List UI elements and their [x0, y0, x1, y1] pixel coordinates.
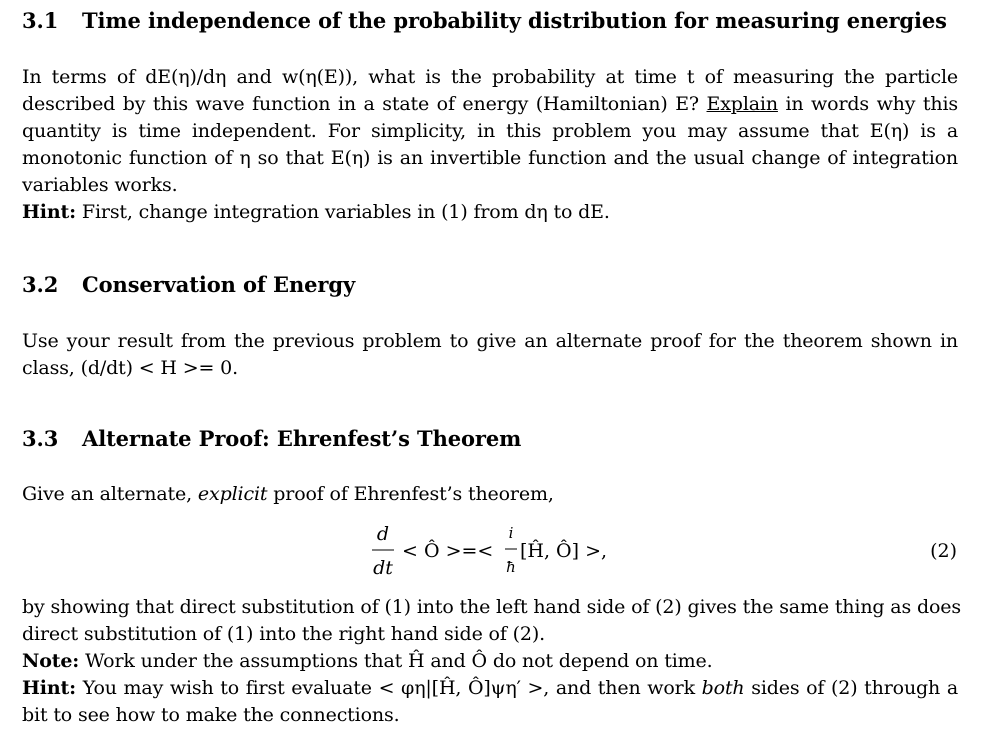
paragraph-line: variables works. [22, 174, 178, 196]
hint-label: Hint: [22, 677, 77, 699]
section-number: 3.3 [22, 426, 59, 451]
hint-emphasis: both [701, 677, 745, 699]
hint-text: First, change integration variables in (1) from dη to dE. [81, 201, 610, 223]
paragraph-line: In terms of dE(η)/dη and w(η(E)), what is the probability at time t of measuring the particle [22, 66, 958, 88]
intro-text: Give an alternate, [22, 483, 193, 505]
hint-line [22, 675, 958, 702]
intro-emphasis: explicit [197, 483, 268, 505]
note-text: Work under the assumptions that Ĥ and Ô do not depend on time. [85, 650, 713, 672]
rhs-denominator: ħ [506, 558, 516, 576]
intro-text: proof of Ehrenfest’s theorem, [273, 483, 554, 505]
hint-text: You may wish to first evaluate < φη|[Ĥ, Ô]ψη′ >, and then work [82, 677, 695, 699]
section-title: Alternate Proof: Ehrenfest’s Theorem [82, 426, 522, 451]
lhs-denominator: dt [373, 557, 393, 579]
section-number: 3.1 [22, 8, 59, 33]
paragraph-line: bit to see how to make the connections. [22, 704, 400, 726]
hint-text: sides of (2) through a [751, 677, 959, 699]
lhs-expression: < Ô >=< [402, 540, 494, 562]
hint-label: Hint: [22, 201, 77, 223]
paragraph-line: direct substitution of (1) into the right hand side of (2). [22, 623, 545, 645]
paragraph-line: quantity is time independent. For simplicity, in this problem you may assume that E(η) is a [22, 120, 958, 142]
lhs-numerator: d [376, 523, 390, 545]
paragraph-line: Use your result from the previous problem to give an alternate proof for the theorem shown in [22, 330, 958, 352]
equation-label: (2) [930, 540, 957, 562]
note-line [22, 648, 958, 675]
rhs-expression: [Ĥ, Ô] >, [520, 540, 608, 562]
note-label: Note: [22, 650, 80, 672]
paragraph-line: class, (d/dt) < H >= 0. [22, 357, 238, 379]
section-number: 3.2 [22, 272, 59, 297]
paragraph-line: by showing that direct substitution of (1) into the left hand side of (2) gives the same thing as does [22, 596, 961, 618]
paragraph-line: described by this wave function in a state of energy (Hamiltonian) E? Explain in words why this [22, 93, 959, 115]
underlined-word: Explain [706, 93, 778, 115]
paragraph-line: monotonic function of η so that E(η) is an invertible function and the usual change of integration [22, 147, 958, 169]
section-title: Time independence of the probability distribution for measuring energies [82, 8, 947, 33]
section-title: Conservation of Energy [82, 272, 356, 297]
rhs-numerator: i [508, 524, 514, 542]
section-3-3-paragraph [22, 594, 961, 729]
